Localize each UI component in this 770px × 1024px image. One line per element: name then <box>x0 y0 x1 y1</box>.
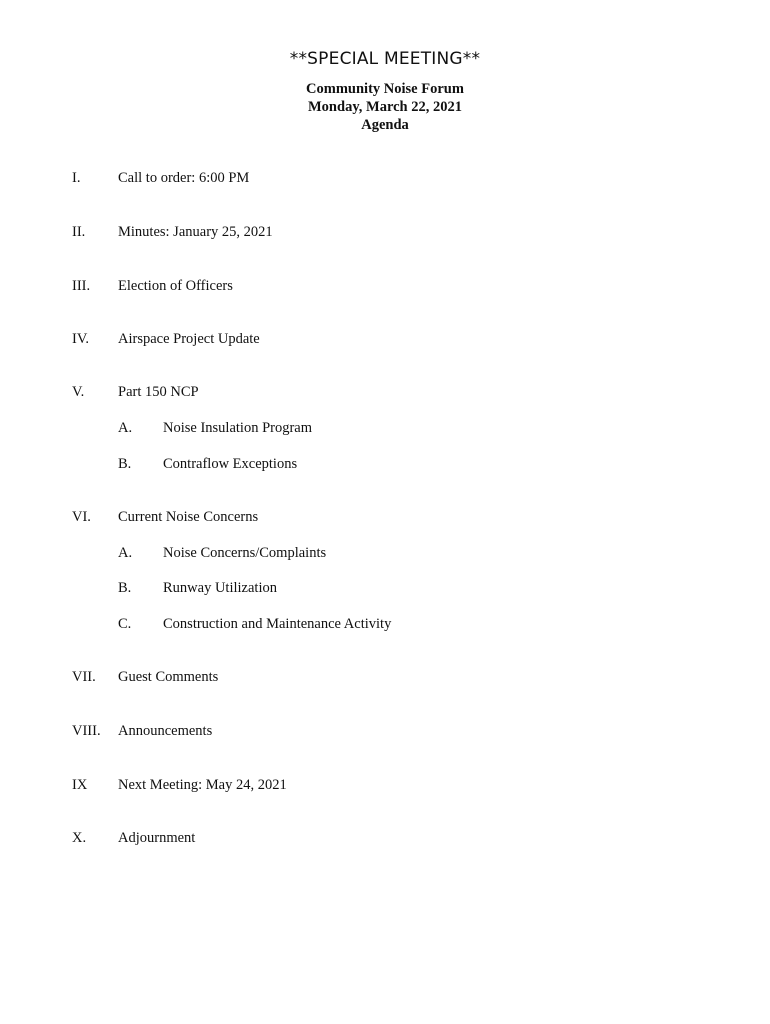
agenda-item-number: III. <box>72 278 91 294</box>
document-type: Agenda <box>361 117 409 133</box>
agenda-subitem-text: Contraflow Exceptions <box>163 456 298 472</box>
agenda-item-text: Minutes: January 25, 2021 <box>118 224 273 240</box>
agenda-subitem-letter: A. <box>118 545 133 561</box>
agenda-item <box>0 667 770 687</box>
agenda-item <box>0 168 770 188</box>
agenda-item-number: V. <box>72 384 85 400</box>
agenda-subitem-letter: B. <box>118 456 132 472</box>
agenda-subitem <box>0 543 770 563</box>
agenda-subitem-text: Construction and Maintenance Activity <box>163 616 392 632</box>
agenda-item <box>0 828 770 848</box>
agenda-item-text: Guest Comments <box>118 669 219 685</box>
special-meeting-banner: **SPECIAL MEETING** <box>289 49 481 69</box>
agenda-item <box>0 382 770 402</box>
agenda-item <box>0 276 770 296</box>
agenda-item-text: Announcements <box>118 723 213 739</box>
agenda-item-text: Current Noise Concerns <box>118 509 259 525</box>
agenda-subitem <box>0 418 770 438</box>
meeting-date: Monday, March 22, 2021 <box>308 99 462 115</box>
agenda-item <box>0 329 770 349</box>
agenda-subitem-letter: C. <box>118 616 132 632</box>
agenda-item-number: IX <box>72 777 88 793</box>
agenda-item-number: VII. <box>72 669 96 685</box>
agenda-subitem-text: Runway Utilization <box>163 580 277 596</box>
agenda-subitem <box>0 578 770 598</box>
agenda-subitem <box>0 614 770 634</box>
agenda-subitem <box>0 454 770 474</box>
agenda-item-text: Call to order: 6:00 PM <box>118 170 250 186</box>
agenda-item-text: Next Meeting: May 24, 2021 <box>118 777 287 793</box>
agenda-subitem-text: Noise Insulation Program <box>163 420 313 436</box>
agenda-item <box>0 507 770 527</box>
agenda-subitem-text: Noise Concerns/Complaints <box>163 545 327 561</box>
agenda-item-number: II. <box>72 224 86 240</box>
agenda-item-text: Adjournment <box>118 830 196 846</box>
agenda-header <box>0 80 770 134</box>
org-name: Community Noise Forum <box>306 81 464 97</box>
agenda-item-number: X. <box>72 830 87 846</box>
agenda-subitem-letter: A. <box>118 420 133 436</box>
agenda-item-number: VIII. <box>72 723 101 739</box>
agenda-item-number: VI. <box>72 509 91 525</box>
agenda-item-number: IV. <box>72 331 90 347</box>
agenda-item <box>0 775 770 795</box>
agenda-item-text: Part 150 NCP <box>118 384 199 400</box>
agenda-item-text: Election of Officers <box>118 278 233 294</box>
agenda-item-number: I. <box>72 170 81 186</box>
agenda-item <box>0 721 770 741</box>
agenda-subitem-letter: B. <box>118 580 132 596</box>
agenda-item-text: Airspace Project Update <box>118 331 260 347</box>
agenda-item <box>0 222 770 242</box>
